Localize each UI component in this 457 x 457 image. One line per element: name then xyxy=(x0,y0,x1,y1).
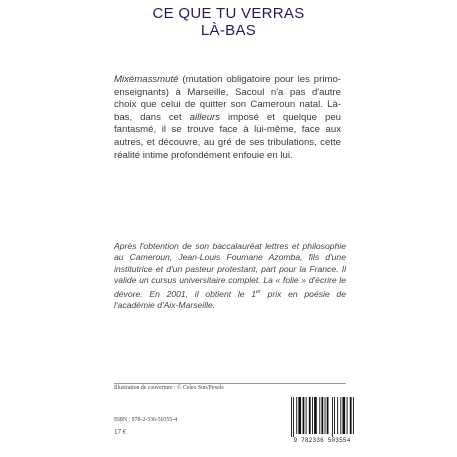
barcode-bar xyxy=(334,397,335,434)
barcode-bar xyxy=(296,397,297,434)
bio-text-c: prix en poésie de l'académie d'Aix-Marseille. xyxy=(114,288,346,310)
barcode xyxy=(287,395,357,445)
barcode-bar xyxy=(327,397,329,434)
barcode-bar xyxy=(337,397,338,434)
barcode-bar xyxy=(347,397,348,434)
barcode-bar xyxy=(306,397,307,434)
book-title-line1: CE QUE TU VERRAS xyxy=(152,5,305,22)
barcode-bar xyxy=(332,397,333,437)
barcode-bar xyxy=(303,397,305,434)
summary-text-b: imposé et quelque peu fantasmé, il se trouve face à lui-même, face aux autres, et découvre, au gré de ses tribulations, cette réalité intime profondément enfouie en lui. xyxy=(114,111,341,161)
barcode-bar xyxy=(340,397,341,434)
summary-paragraph xyxy=(114,74,341,162)
barcode-bar xyxy=(293,397,294,437)
barcode-bar xyxy=(309,397,311,434)
barcode-bar xyxy=(298,397,301,434)
author-name: Jean-Louis Foumane Azomba xyxy=(178,252,301,263)
barcode-digits: 9 782336 503554 xyxy=(293,437,351,444)
barcode-bar xyxy=(291,397,292,437)
barcode-bars-icon xyxy=(287,395,357,437)
divider-line xyxy=(114,383,346,384)
barcode-bar xyxy=(321,397,323,434)
author-biography xyxy=(114,241,346,311)
bio-paragraph xyxy=(114,241,346,311)
summary-emphasis: Mixémassmuté xyxy=(114,74,179,85)
back-cover-summary xyxy=(114,74,341,162)
barcode-bar xyxy=(342,397,345,434)
isbn-number: ISBN : 978-2-336-50355-4 xyxy=(114,417,178,423)
book-title-line2: LÀ-BAS xyxy=(200,22,257,39)
summary-emphasis-ailleurs: ailleurs xyxy=(189,111,221,123)
cover-credit: Illustration de couverture : © Celeo Sun/Pexels xyxy=(114,385,224,391)
barcode-bar xyxy=(353,397,354,434)
barcode-bar xyxy=(314,397,317,434)
bio-text-b: , fils d'une institutrice et d'un pasteur protestant, part pour la France. Il valide un cursus universitaire complet. La « folie » d'écrire le dévore. En 2001, il obtient le 1 xyxy=(114,252,346,299)
barcode-bar xyxy=(312,397,313,434)
bio-text-a: Après l'obtention de son baccalauréat lettres et philosophie au Cameroun, xyxy=(114,241,346,263)
summary-text-a: (mutation obligatoire pour les primo-enseignants) à Marseille, Sacoul n'a pas d'autre choix que celui de quitter son Cameroun natal. Là-bas, dans cet xyxy=(114,74,341,123)
bio-superscript: er xyxy=(256,288,261,295)
barcode-bar xyxy=(325,397,326,434)
barcode-bar xyxy=(319,397,320,434)
barcode-bar xyxy=(350,397,352,434)
price: 17 € xyxy=(114,428,127,436)
